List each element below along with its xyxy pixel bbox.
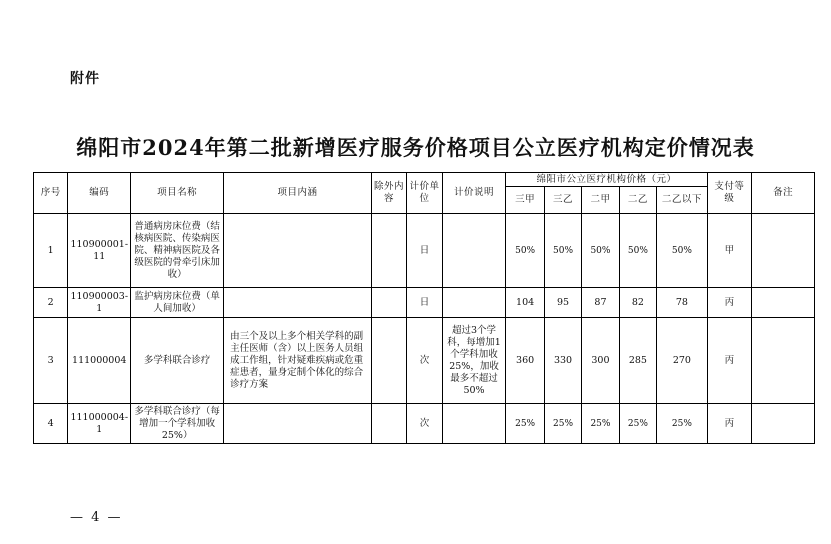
header-unit: 计价单位: [407, 173, 442, 214]
cell-seq: 1: [34, 214, 68, 288]
cell-price-3a: 360: [506, 318, 544, 404]
cell-note: [442, 214, 506, 288]
table-row: [34, 404, 815, 444]
cell-excluded: [371, 404, 406, 444]
cell-unit: 日: [407, 214, 442, 288]
cell-price-3a: 50%: [506, 214, 544, 288]
cell-remarks: [752, 288, 815, 318]
cell-pay-level: 丙: [707, 318, 752, 404]
cell-code: 110900003-1: [68, 288, 131, 318]
cell-name: 多学科联合诊疗（每增加一个学科加收25%）: [131, 404, 224, 444]
cell-note: 超过3个学科，每增加1个学科加收25%，加收最多不超过50%: [442, 318, 506, 404]
cell-price-3a: 104: [506, 288, 544, 318]
cell-remarks: [752, 318, 815, 404]
cell-price-2b: 25%: [619, 404, 656, 444]
cell-excluded: [371, 288, 406, 318]
cell-pay-level: 甲: [707, 214, 752, 288]
cell-seq: 4: [34, 404, 68, 444]
cell-price-2b: 285: [619, 318, 656, 404]
table-row: [34, 288, 815, 318]
cell-remarks: [752, 214, 815, 288]
document-title: 绵阳市2024年第二批新增医疗服务价格项目公立医疗机构定价情况表: [76, 135, 755, 160]
cell-note: [442, 288, 506, 318]
cell-content: [224, 404, 372, 444]
cell-code: 111000004-1: [68, 404, 131, 444]
cell-price-2a: 87: [582, 288, 619, 318]
cell-excluded: [371, 318, 406, 404]
header-code: 编码: [68, 173, 131, 214]
attachment-label: 附件: [70, 71, 100, 87]
cell-name: 普通病房床位费（结核病医院、传染病医院、精神病医院及各级医院的骨牵引床加收）: [131, 214, 224, 288]
header-level-3b: 三乙: [544, 187, 581, 214]
header-level-3a: 三甲: [506, 187, 544, 214]
header-content: 项目内涵: [224, 173, 372, 214]
cell-price-below-2b: 270: [657, 318, 708, 404]
cell-excluded: [371, 214, 406, 288]
cell-content: [224, 288, 372, 318]
cell-price-below-2b: 50%: [657, 214, 708, 288]
cell-code: 110900001-11: [68, 214, 131, 288]
cell-unit: 日: [407, 288, 442, 318]
table-row: [34, 318, 815, 404]
page-number: — 4 —: [70, 510, 123, 525]
header-seq: 序号: [34, 173, 68, 214]
cell-seq: 3: [34, 318, 68, 404]
header-remarks: 备注: [752, 173, 815, 214]
cell-note: [442, 404, 506, 444]
cell-price-3b: 330: [544, 318, 581, 404]
cell-remarks: [752, 404, 815, 444]
cell-price-below-2b: 78: [657, 288, 708, 318]
cell-price-2b: 82: [619, 288, 656, 318]
cell-code: 111000004: [68, 318, 131, 404]
cell-name: 多学科联合诊疗: [131, 318, 224, 404]
cell-pay-level: 丙: [707, 404, 752, 444]
header-level-2a: 二甲: [582, 187, 619, 214]
header-price-group: 绵阳市公立医疗机构价格（元）: [506, 173, 707, 187]
table-row: [34, 214, 815, 288]
cell-price-3b: 50%: [544, 214, 581, 288]
cell-price-2b: 50%: [619, 214, 656, 288]
cell-unit: 次: [407, 404, 442, 444]
header-level-2b: 二乙: [619, 187, 656, 214]
header-excluded: 除外内容: [371, 173, 406, 214]
cell-name: 监护病房床位费（单人间加收）: [131, 288, 224, 318]
header-pay-level: 支付等级: [707, 173, 752, 214]
price-table: [33, 172, 815, 444]
cell-price-3a: 25%: [506, 404, 544, 444]
header-note: 计价说明: [442, 173, 506, 214]
cell-content: 由三个及以上多个相关学科的副主任医师（含）以上医务人员组成工作组，针对疑难疾病或危重症患者，量身定制个体化的综合诊疗方案: [224, 318, 372, 404]
cell-price-2a: 300: [582, 318, 619, 404]
cell-seq: 2: [34, 288, 68, 318]
header-name: 项目名称: [131, 173, 224, 214]
header-level-below-2b: 二乙以下: [657, 187, 708, 214]
cell-price-3b: 25%: [544, 404, 581, 444]
cell-price-2a: 50%: [582, 214, 619, 288]
cell-content: [224, 214, 372, 288]
cell-price-2a: 25%: [582, 404, 619, 444]
cell-pay-level: 丙: [707, 288, 752, 318]
cell-unit: 次: [407, 318, 442, 404]
cell-price-below-2b: 25%: [657, 404, 708, 444]
cell-price-3b: 95: [544, 288, 581, 318]
